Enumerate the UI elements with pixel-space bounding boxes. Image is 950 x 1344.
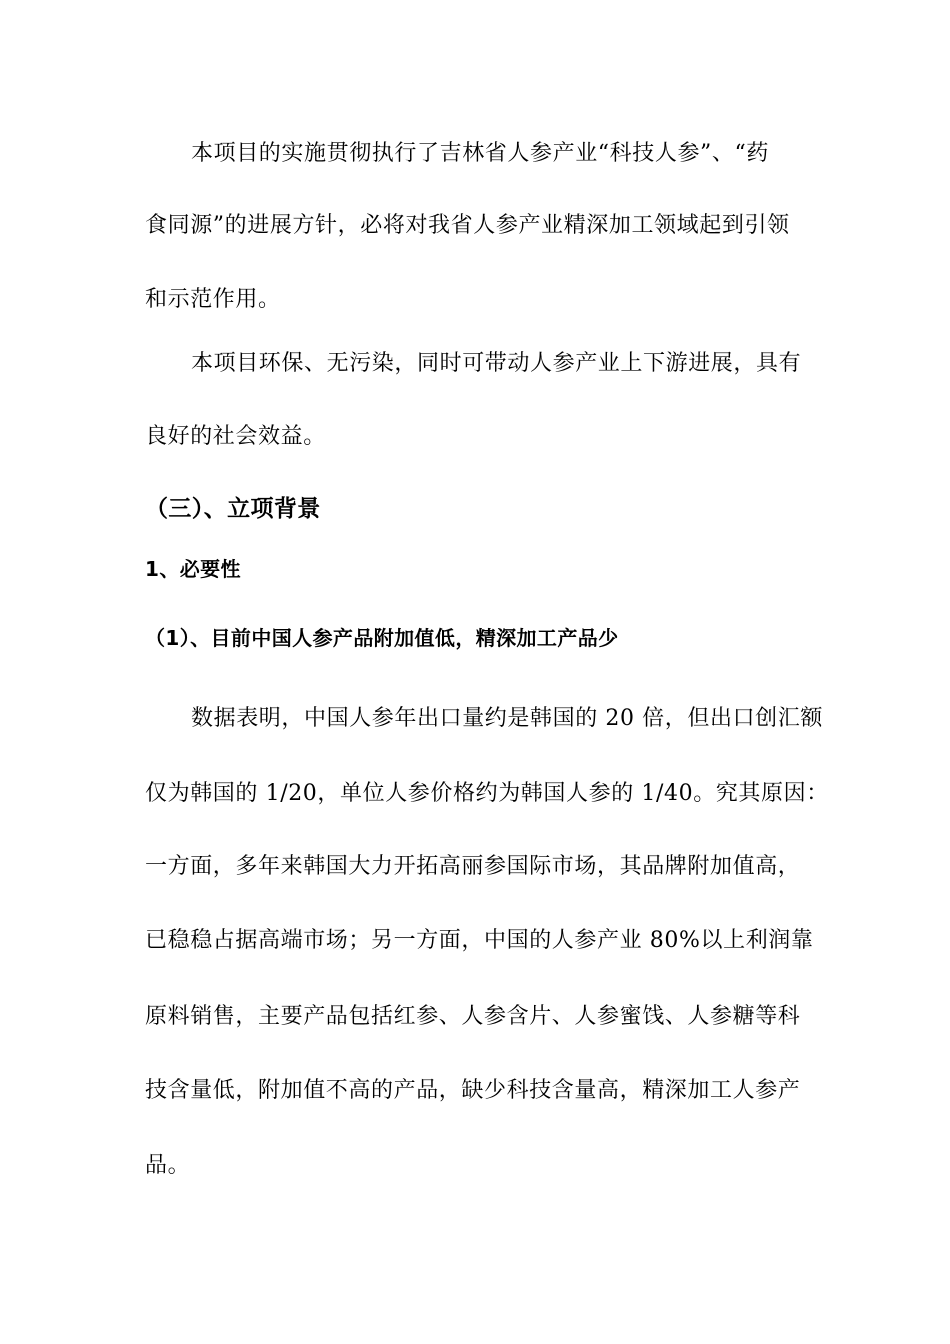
paragraph-3-line-1: 数据表明，中国人参年出口量约是韩国的 20 倍，但出口创汇额	[191, 706, 823, 731]
paragraph-3-line-4: 已稳稳占据高端市场；另一方面，中国的人参产业 80%以上利润靠	[145, 928, 814, 953]
paragraph-3-line-6: 技含量低，附加值不高的产品，缺少科技含量高，精深加工人参产	[145, 1078, 801, 1103]
subheading-necessity: 1、必要性	[145, 557, 241, 581]
paragraph-2-line-2: 良好的社会效益。	[145, 424, 326, 449]
paragraph-3-line-5: 原料销售，主要产品包括红参、人参含片、人参蜜饯、人参糖等科	[145, 1004, 801, 1029]
paragraph-1-line-1: 本项目的实施贯彻执行了吉林省人参产业“科技人参”、“药	[191, 141, 769, 166]
paragraph-1-line-3: 和示范作用。	[145, 287, 281, 312]
section-heading: （三）、立项背景	[145, 496, 321, 522]
subheading-low-value-added: （1）、目前中国人参产品附加值低，精深加工产品少	[145, 626, 619, 650]
paragraph-2-line-1: 本项目环保、无污染，同时可带动人参产业上下游进展，具有	[191, 351, 802, 376]
paragraph-3-line-3: 一方面，多年来韩国大力开拓高丽参国际市场，其品牌附加值高，	[145, 854, 801, 879]
paragraph-3-line-7: 品。	[145, 1153, 191, 1178]
paragraph-1-line-2: 食同源”的进展方针，必将对我省人参产业精深加工领域起到引领	[145, 213, 790, 238]
paragraph-3-line-2: 仅为韩国的 1/20，单位人参价格约为韩国人参的 1/40。究其原因：	[145, 781, 829, 806]
